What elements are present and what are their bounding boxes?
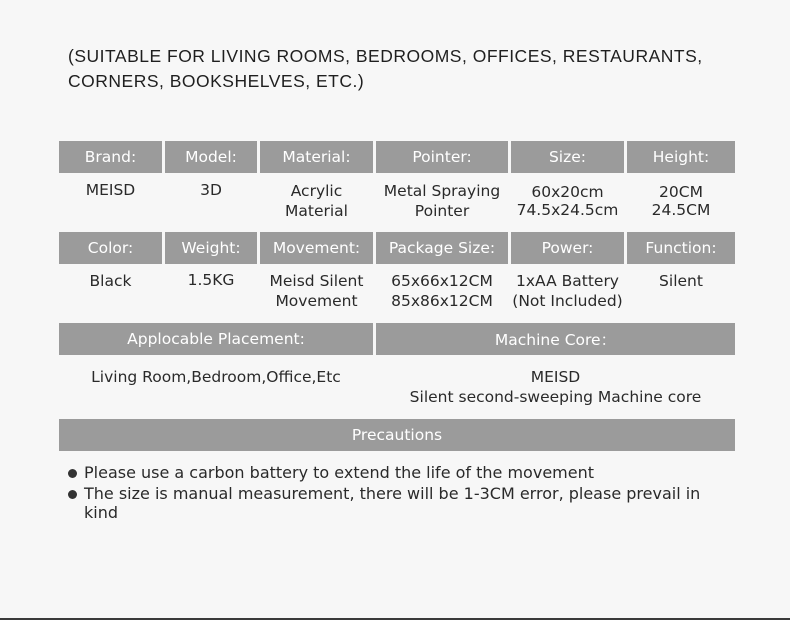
precaution-item	[68, 463, 728, 482]
value-placement	[59, 367, 373, 387]
header-color: Color:	[59, 232, 162, 264]
header-placement: Applocable Placement:	[59, 323, 373, 355]
value-model	[165, 180, 257, 200]
value-material	[260, 181, 373, 221]
value-brand-line: MEISD	[85, 181, 136, 199]
precaution-text: Please use a carbon battery to extend the life of the movement	[84, 463, 594, 482]
value-size-line-1: 60x20cm	[531, 183, 604, 201]
intro-line-1: (SUITABLE FOR LIVING ROOMS, BEDROOMS, OFFICES, RESTAURANTS,	[68, 46, 703, 66]
header-size: Size:	[511, 141, 624, 173]
value-pointer-line-1: Metal Spraying	[383, 182, 501, 200]
precaution-text: The size is manual measurement, there will be 1-3CM error, please prevail in kind	[84, 484, 701, 522]
bullet-icon	[68, 490, 77, 499]
header-material: Material:	[260, 141, 373, 173]
header-function: Function:	[627, 232, 735, 264]
value-height-line-2: 24.5CM	[651, 201, 711, 219]
header-movement: Movement:	[260, 232, 373, 264]
header-pointer: Pointer:	[376, 141, 508, 173]
value-size	[511, 183, 624, 219]
value-color	[59, 271, 162, 291]
value-movement	[260, 271, 373, 311]
value-power-line-1: 1xAA Battery	[516, 272, 619, 290]
value-function-line: Silent	[659, 272, 703, 290]
value-machine-core-line-2: Silent second-sweeping Machine core	[409, 388, 702, 406]
value-height	[627, 183, 735, 219]
header-height: Height:	[627, 141, 735, 173]
value-machine-core	[376, 367, 735, 407]
value-function	[627, 271, 735, 291]
header-brand: Brand:	[59, 141, 162, 173]
bullet-icon	[68, 469, 77, 478]
value-material-line-1: Acrylic	[290, 182, 343, 200]
value-package-size-line-1: 65x66x12CM	[391, 272, 493, 290]
value-pointer	[376, 181, 508, 221]
precaution-item	[68, 484, 728, 522]
value-movement-line-2: Movement	[275, 292, 358, 310]
header-model: Model:	[165, 141, 257, 173]
value-pointer-line-2: Pointer	[414, 202, 470, 220]
value-model-line: 3D	[200, 181, 222, 199]
value-material-line-2: Material	[285, 202, 348, 220]
value-machine-core-line-1: MEISD	[530, 368, 581, 386]
value-weight-line: 1.5KG	[187, 271, 235, 289]
value-brand	[59, 180, 162, 200]
value-color-line: Black	[89, 272, 132, 290]
value-power	[505, 271, 630, 311]
intro-text	[68, 44, 758, 94]
header-machine-core: Machine Core：	[376, 323, 735, 355]
value-size-line-2: 74.5x24.5cm	[516, 201, 619, 219]
header-package-size: Package Size:	[376, 232, 508, 264]
header-power: Power:	[511, 232, 624, 264]
value-power-line-2: (Not Included)	[512, 292, 623, 310]
value-package-size-line-2: 85x86x12CM	[391, 292, 493, 310]
header-weight: Weight:	[165, 232, 257, 264]
header-precautions: Precautions	[59, 419, 735, 451]
precautions-list	[68, 463, 728, 524]
value-weight	[165, 270, 257, 290]
intro-line-2: CORNERS, BOOKSHELVES, ETC.)	[68, 71, 365, 91]
value-movement-line-1: Meisd Silent	[269, 272, 364, 290]
value-package-size	[376, 271, 508, 311]
value-placement-line: Living Room,Bedroom,Office,Etc	[91, 368, 341, 386]
value-height-line-1: 20CM	[659, 183, 703, 201]
